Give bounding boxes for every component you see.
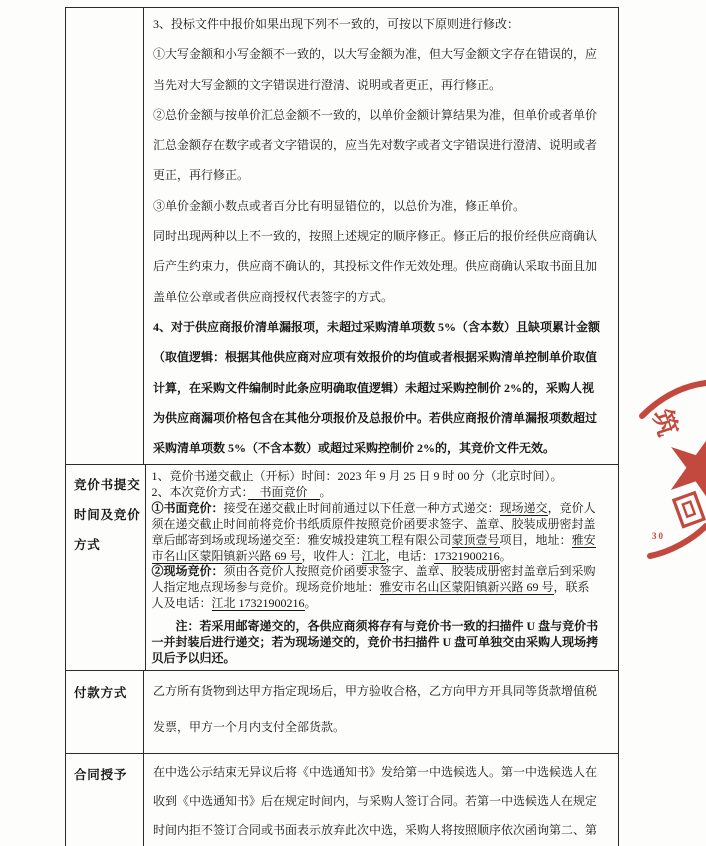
text-segment: ，联系 (553, 580, 590, 595)
row-label-line: 竞价书提交 (74, 478, 141, 492)
row-content-cell (144, 671, 618, 753)
underlined-address: 雅安 (571, 532, 596, 547)
text-segment: 贝后予以归还。 (151, 650, 236, 665)
text-line: 3、投标文件中报价如果出现下列不一致的，可按以下原则进行修改： (153, 17, 520, 31)
text-line: 发票，甲方一个月内支付全部货款。 (153, 720, 346, 734)
row-label-cell (66, 465, 146, 670)
text-line: 收到《中选通知书》后在规定时间内，与采购人签订合同。若第一中选候选人在规定 (153, 794, 598, 808)
underlined-project-name: 蒙顶壹号 (451, 532, 500, 547)
text-line: 当先对大写金额的文字错误进行澄清、说明或者更正，再行修正。 (153, 77, 502, 92)
company-seal-stamp (636, 376, 706, 562)
text-segment: 人指定地点现场参与竞价。现场竞价地址： (151, 580, 380, 595)
text-line (152, 533, 615, 549)
text-line: 计算，在采购文件编制时此条应明确取值逻辑）未超过采购控制价 2%的，采购人视 (153, 380, 595, 395)
row-content-cell (146, 465, 618, 670)
text-segment: 须由各竞价人按照竞价函要求签字、盖章、胶装成册密封盖章后到采购 (223, 564, 596, 579)
text-line: ②总价金额与按单价汇总金额不一致的，以单价金额计算结果为准，但单价或者单价 (153, 107, 598, 122)
row-content-cell (144, 754, 618, 846)
seal-number: 30 (652, 531, 665, 541)
text-line (152, 580, 615, 596)
text-line (152, 564, 615, 580)
text-line (152, 469, 615, 485)
table-row-contract-award (66, 754, 618, 846)
paragraph-heading: ①书面竞价： (151, 500, 224, 515)
text-line: 为供应商漏项价格包含在其他分项报价及总报价中。若供应商报价清单漏报项数超过 (153, 410, 598, 425)
text-line (152, 549, 615, 565)
text-line: 后产生约束力，供应商不确认的，其投标文件作无效处理。供应商确认采取书面且加 (153, 259, 598, 274)
text-line: 盖单位公章或者供应商授权代表签字的方式。 (153, 289, 394, 304)
underlined-address: 市名山区蒙阳镇新兴路 69 号 (151, 548, 302, 563)
text-segment: 人及电话： (151, 596, 212, 611)
note-line (152, 619, 615, 635)
text-segment: 2、本次竞价方式： (151, 484, 248, 499)
note-line (152, 635, 615, 651)
text-line: 时间内拒不签订合同或书面表示放弃此次中选，采购人将按照顺序依次函询第二、第 (153, 823, 598, 837)
underlined-contact-name: 江北 (361, 548, 386, 563)
underlined-contact-phone: 江北 17321900216 (211, 596, 305, 611)
table-row-bid-submission (66, 465, 618, 671)
text-line: 汇总金额存在数字或者文字错误的，应当先对数字或者文字错误进行澄清、说明或者 (153, 138, 598, 153)
text-line: 乙方所有货物到达甲方指定现场后，甲方验收合格，乙方向甲方开具同等货款增值税 (153, 684, 598, 698)
text-segment: 注：若采用邮寄递交的，各供应商须将存有与竞价书一致的扫描件 U 盘与竞价书 (175, 619, 599, 634)
text-line (152, 517, 615, 533)
row-content-cell (144, 8, 618, 464)
note-line (152, 651, 615, 667)
table-row-price-correction-rules (66, 8, 618, 465)
row-label-cell (66, 671, 144, 753)
text-line: 4、对于供应商报价清单漏报项，未超过采购清单项数 5%（含本数）且缺项累计金额 (153, 319, 601, 334)
row-label-cell (66, 754, 144, 846)
text-line (152, 501, 615, 517)
text-line: 在中选公示结束无异议后将《中选通知书》发给第一中选候选人。第一中选候选人在 (153, 765, 598, 779)
paragraph-heading: ②现场竞价： (151, 564, 224, 579)
text-line: 同时出现两种以上不一致的，按照上述规定的顺序修正。修正后的报价经供应商确认 (153, 229, 598, 244)
row-label-line: 时间及竞价 (74, 508, 141, 522)
text-line: ③单价金额小数点或者百分比有明显错位的，以总价为准，修正单价。 (153, 198, 526, 213)
text-segment: 。 (319, 484, 332, 499)
seal-character: 筑 (646, 405, 683, 440)
text-line (152, 485, 615, 501)
table-row-payment-method (66, 671, 618, 754)
underlined-phone-number: 17321900216 (433, 548, 500, 563)
text-line: （取值逻辑：根据其他供应商对应项有效报价的均值或者根据采购清单控制单价取值 (153, 350, 598, 365)
text-segment: 一并封装后进行递交；若为现场递交的，竞价书扫描件 U 盘可单独交由采购人现场拷 (151, 635, 599, 650)
text-line (152, 596, 615, 612)
text-segment: ，收件人： (301, 548, 362, 563)
text-line: 采购清单项数 5%（不含本数）或超过采购控制价 2%的，其竞价文件无效。 (153, 441, 556, 456)
underlined-address: 雅安市名山区蒙阳镇新兴路 69 号 (379, 580, 554, 595)
text-segment: 接受在递交截止时间前通过以下任意一种方式递交： (223, 500, 500, 515)
text-segment: 章后邮寄到场或现场递交至：雅安城投建筑工程有限公司 (151, 532, 452, 547)
underlined-text: 现场递交 (499, 500, 548, 515)
row-label-line: 付款方式 (74, 686, 128, 700)
text-segment: 1、竞价书递交截止（开标）时间：2023 年 9 月 25 日 9 时 00 分（北京时间）。 (151, 469, 563, 483)
row-label-line: 合同授予 (74, 768, 128, 782)
text-segment: 项目，地址： (499, 532, 572, 547)
underlined-bid-method: 书面竞价 (247, 484, 320, 499)
row-label-line: 方式 (74, 538, 101, 552)
text-line: ①大写金额和小写金额不一致的，以大写金额为准，但大写金额文字存在错误的，应 (153, 47, 598, 62)
seal-emblem-glyph (674, 493, 704, 527)
text-segment: ，竞价人 (547, 500, 596, 515)
text-line: 更正，再行修正。 (153, 168, 250, 183)
bid-terms-table (65, 7, 619, 846)
row-label-cell-empty (66, 8, 144, 464)
text-segment: 。 (499, 548, 512, 563)
text-segment: 。 (304, 596, 317, 611)
text-segment: 须在递交截止时间前将竞价书纸质原件按照竞价函要求签字、盖章、胶装成册密封盖 (151, 516, 596, 531)
text-segment: ，电话： (385, 548, 434, 563)
